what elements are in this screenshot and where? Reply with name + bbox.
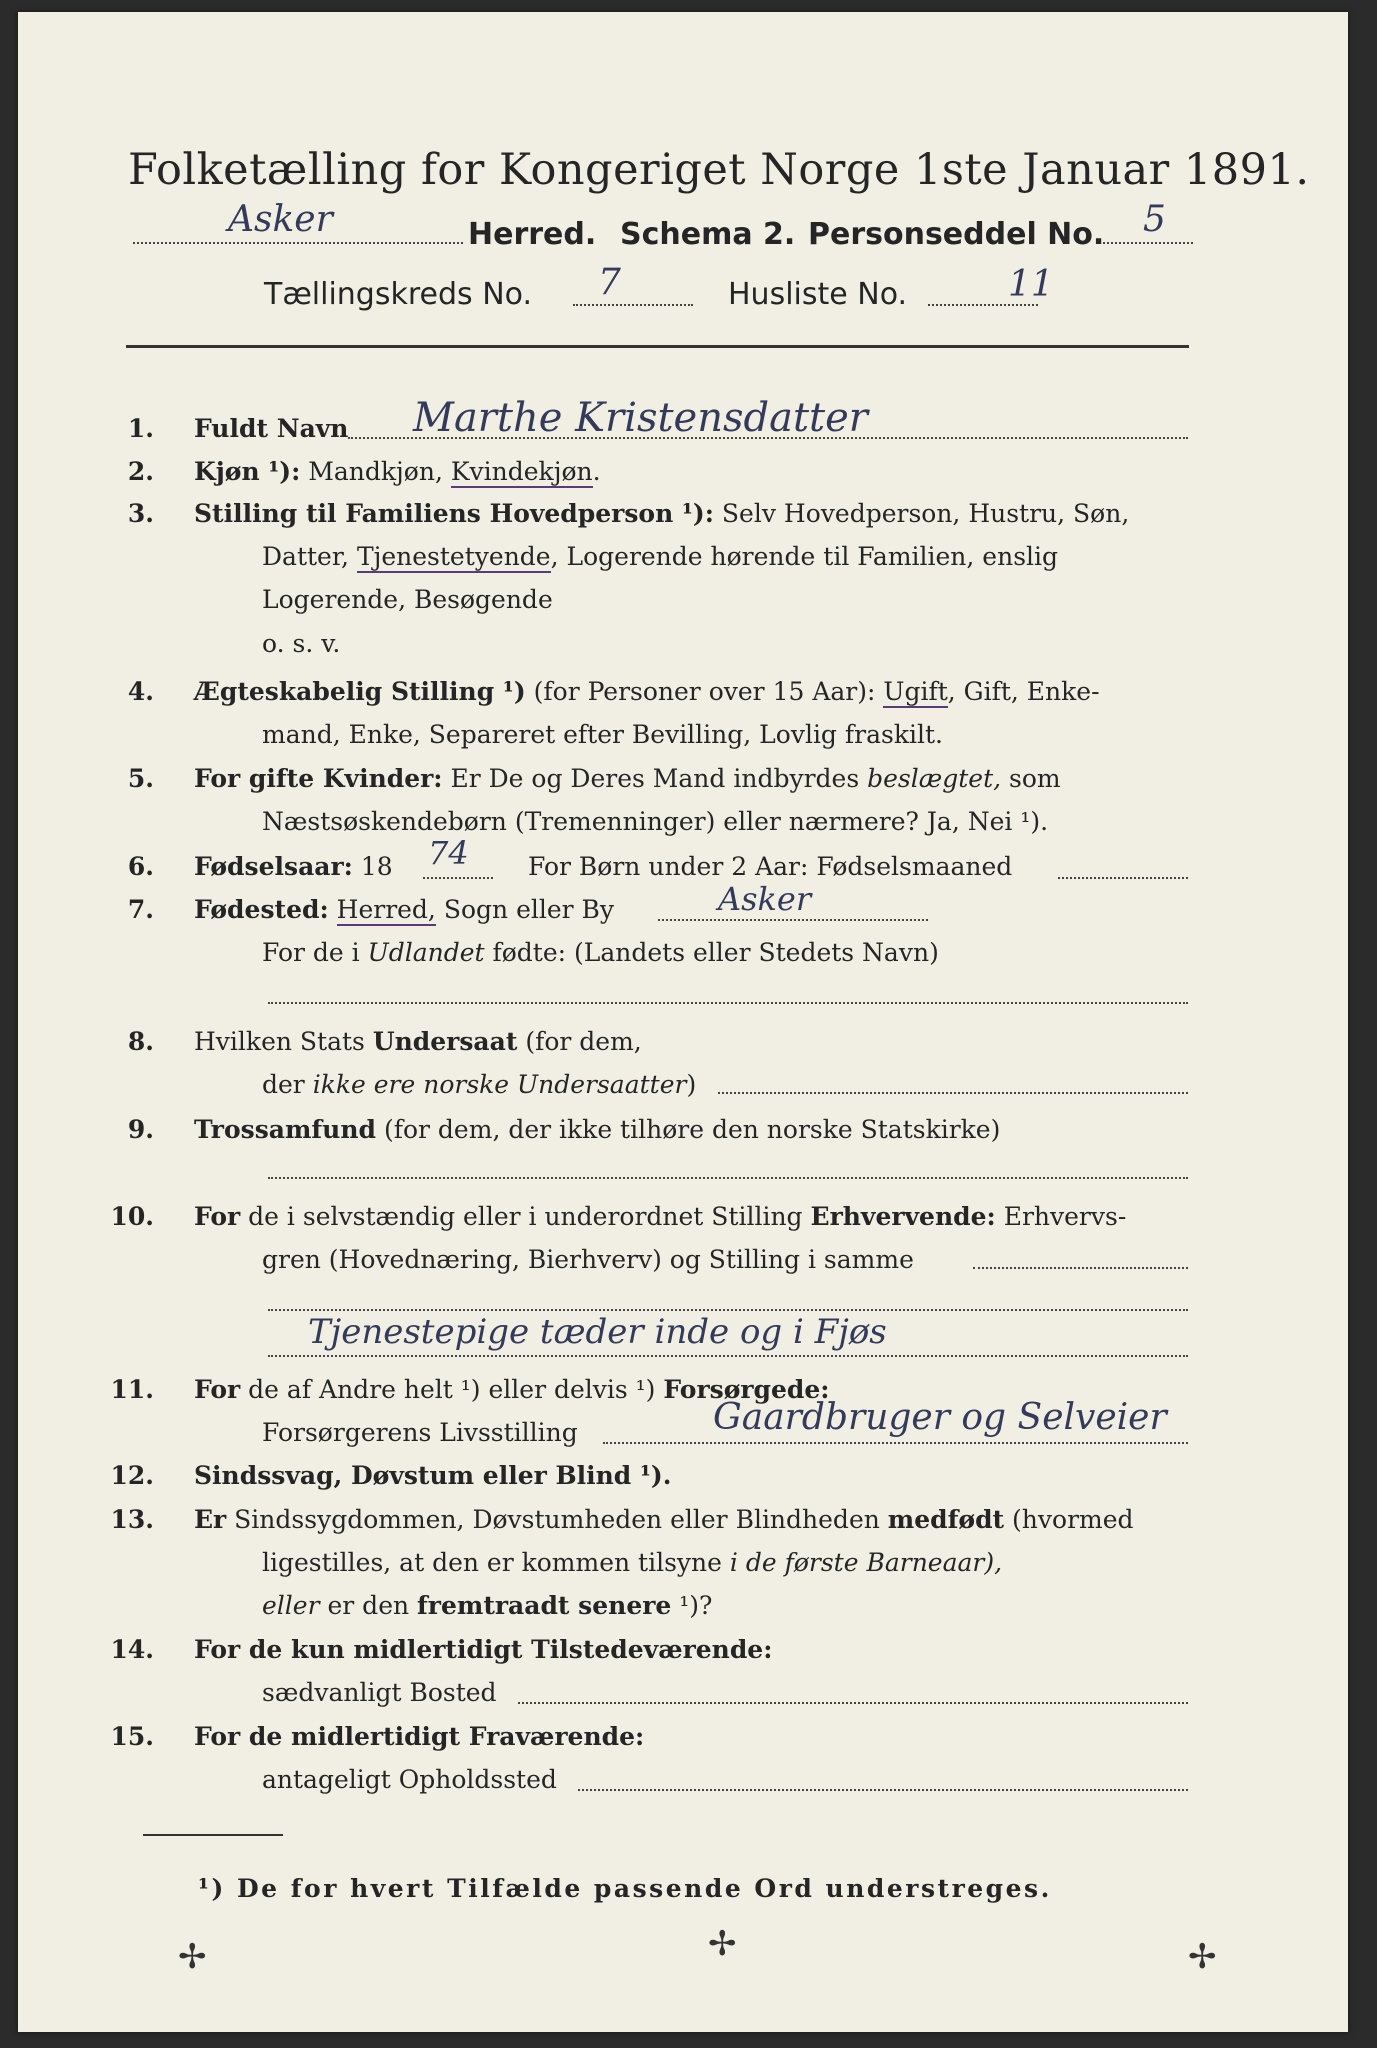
- item-13-line2: [262, 1548, 1002, 1577]
- item-10-dotline1: [973, 1267, 1188, 1269]
- item-13-text: Sindssygdommen, Døvstumheden eller Blindheden: [226, 1505, 888, 1534]
- item-8-end: (for dem,: [517, 1027, 642, 1056]
- item-3-line2: [262, 542, 1058, 571]
- item-8-label: Undersaat: [372, 1027, 518, 1056]
- item-7-text: Sogn eller By: [435, 895, 615, 924]
- item-7-foreign-dotline: [268, 1002, 1188, 1004]
- item-2-end: .: [592, 457, 601, 486]
- item-11-dotline: [603, 1442, 1188, 1444]
- item-5-italic: beslægtet,: [867, 764, 1002, 793]
- footnote-rule: [143, 1834, 283, 1836]
- item-13-line3: [262, 1591, 712, 1620]
- item-15-dotline: [578, 1789, 1188, 1791]
- item-3-line2-a: Datter,: [262, 542, 357, 571]
- item-11-line2: Forsørgerens Livsstilling: [262, 1418, 578, 1447]
- item-2-line: [194, 457, 601, 486]
- item-7-line2-italic: Udlandet: [367, 938, 485, 967]
- item-10-dotline3: [268, 1355, 1188, 1357]
- item-7-line2: [262, 938, 939, 967]
- item-9-dotline: [268, 1177, 1188, 1179]
- item-10-line2: gren (Hovednæring, Bierhverv) og Stilling i samme: [262, 1245, 914, 1274]
- item-10-number: 10.: [110, 1202, 154, 1231]
- item-5-number: 5.: [127, 764, 154, 793]
- personseddel-dotline: [1103, 242, 1193, 244]
- item-14-number: 14.: [110, 1635, 154, 1664]
- item-3-underlined: Tjenestetyende: [356, 542, 551, 571]
- form-title: Folketælling for Kongeriget Norge 1ste Januar 1891.: [128, 145, 1310, 195]
- item-5-text: Er De og Deres Mand indbyrdes: [442, 764, 868, 793]
- herred-dotline: [133, 242, 463, 244]
- item-1-number: 1.: [127, 414, 154, 443]
- item-7-line2-a: For de i: [262, 938, 368, 967]
- item-6-label: Fødselsaar:: [194, 852, 353, 881]
- item-11-label2: Forsørgede:: [663, 1375, 830, 1404]
- item-9-text: (for dem, der ikke tilhøre den norske Statskirke): [376, 1115, 1001, 1144]
- registration-mark-center-icon: ✢: [708, 1924, 737, 1964]
- item-10-dotline2: [268, 1309, 1188, 1311]
- item-8-line2-b: ): [686, 1070, 697, 1099]
- kreds-value: 7: [598, 262, 621, 303]
- item-8-line2: [262, 1070, 696, 1099]
- item-1-label: Fuldt Navn: [194, 414, 349, 443]
- item-13-line3-italic: eller: [262, 1591, 320, 1620]
- item-2-label: Kjøn ¹):: [194, 457, 301, 486]
- item-7-line1: [194, 895, 614, 924]
- item-13-line1: [194, 1505, 1134, 1534]
- schema-label: Schema 2.: [620, 217, 796, 252]
- item-7-value: Asker: [718, 880, 812, 918]
- item-9-label: Trossamfund: [194, 1115, 377, 1144]
- husliste-label: Husliste No.: [728, 277, 908, 312]
- item-13-label2: medfødt: [887, 1505, 1005, 1534]
- census-form-sheet: [18, 12, 1348, 2032]
- item-15-number: 15.: [110, 1722, 154, 1751]
- item-8-line2-italic: ikke ere norske Undersaatter: [312, 1070, 687, 1099]
- item-8-line2-a: der: [262, 1070, 313, 1099]
- item-6-year-dotline: [423, 877, 493, 879]
- item-4-line2: mand, Enke, Separeret efter Bevilling, Lovlig fraskilt.: [262, 720, 943, 749]
- item-6-label2-wrap: [528, 852, 1012, 881]
- item-11-label: For: [194, 1375, 241, 1404]
- item-4-end: , Gift, Enke-: [947, 677, 1100, 706]
- item-15-label: For de midlertidigt Fraværende:: [194, 1722, 645, 1751]
- item-2-underlined: Kvindekjøn: [450, 457, 593, 486]
- item-8-number: 8.: [127, 1027, 154, 1056]
- item-15-line2: antageligt Opholdssted: [262, 1765, 557, 1794]
- item-10-label: For: [194, 1202, 241, 1231]
- item-6-year-value: 74: [428, 834, 469, 872]
- header-rule: [126, 345, 1189, 348]
- item-4-label: Ægteskabelig Stilling ¹): [194, 677, 526, 706]
- item-4-line1: [194, 677, 1100, 706]
- herred-value: Asker: [228, 199, 333, 240]
- item-11-number: 11.: [110, 1375, 154, 1404]
- registration-mark-right-icon: ✢: [1188, 1937, 1217, 1977]
- item-9-number: 9.: [127, 1115, 154, 1144]
- item-5-end: som: [1001, 764, 1061, 793]
- item-12-number: 12.: [110, 1461, 154, 1490]
- item-7-number: 7.: [127, 895, 154, 924]
- item-13-line3-bold: fremtraadt senere: [417, 1591, 672, 1620]
- item-5-label: For gifte Kvinder:: [194, 764, 443, 793]
- item-7-underlined: Herred,: [336, 895, 436, 924]
- item-3-line3: Logerende, Besøgende: [262, 585, 553, 614]
- item-14-line2: sædvanligt Bosted: [262, 1678, 497, 1707]
- item-11-value: Gaardbruger og Selveier: [713, 1397, 1167, 1438]
- item-2-number: 2.: [127, 457, 154, 486]
- item-3-text: Selv Hovedperson, Hustru, Søn,: [713, 499, 1130, 528]
- item-6-month-dotline: [1058, 877, 1188, 879]
- personseddel-label: Personseddel No.: [808, 217, 1105, 252]
- item-13-line3-a: er den: [319, 1591, 418, 1620]
- husliste-value: 11: [1008, 264, 1054, 305]
- footnote: ¹) De for hvert Tilfælde passende Ord understreges.: [198, 1874, 1052, 1903]
- item-4-number: 4.: [127, 677, 154, 706]
- item-3-line2-b: , Logerende hørende til Familien, enslig: [550, 542, 1059, 571]
- registration-mark-left-icon: ✢: [178, 1937, 207, 1977]
- item-6-number: 6.: [127, 852, 154, 881]
- item-10-value: Tjenestepige tæder inde og i Fjøs: [308, 1312, 887, 1352]
- item-10-text: de i selvstændig eller i underordnet Stilling: [240, 1202, 811, 1231]
- item-8-text: Hvilken Stats: [194, 1027, 373, 1056]
- item-7-label: Fødested:: [194, 895, 329, 924]
- item-4-underlined: Ugift: [883, 677, 948, 706]
- item-9-line: [194, 1115, 1000, 1144]
- item-13-label: Er: [194, 1505, 227, 1534]
- item-13-number: 13.: [110, 1505, 154, 1534]
- item-13-line2-a: ligestilles, at den er kommen tilsyne: [262, 1548, 730, 1577]
- item-2-text: Mandkjøn,: [300, 457, 451, 486]
- personseddel-value: 5: [1143, 199, 1166, 240]
- item-3-number: 3.: [127, 499, 154, 528]
- item-3-line1: [194, 499, 1129, 528]
- item-3-line4: o. s. v.: [262, 629, 341, 658]
- item-13-line3-c: ¹)?: [671, 1591, 713, 1620]
- item-6-label2: For Børn under 2 Aar: Fødselsmaaned: [528, 852, 1013, 881]
- item-10-line1: [194, 1202, 1126, 1231]
- item-13-line2-italic: i de første Barneaar),: [729, 1548, 1003, 1577]
- herred-label: Herred.: [468, 217, 597, 252]
- form-content: [18, 12, 1348, 2032]
- item-14-label: For de kun midlertidigt Tilstedeværende:: [194, 1635, 773, 1664]
- item-7-line2-b: fødte: (Landets eller Stedets Navn): [484, 938, 939, 967]
- item-11-text: de af Andre helt ¹) eller delvis ¹): [240, 1375, 664, 1404]
- item-13-end: (hvormed: [1004, 1505, 1134, 1534]
- kreds-dotline: [573, 304, 693, 306]
- item-10-end: Erhvervs-: [995, 1202, 1127, 1231]
- item-12-label: Sindssvag, Døvstum eller Blind ¹).: [194, 1461, 672, 1490]
- item-10-label2: Erhvervende:: [810, 1202, 996, 1231]
- kreds-label: Tællingskreds No.: [264, 277, 532, 312]
- item-4-text: (for Personer over 15 Aar):: [525, 677, 884, 706]
- item-5-line1: [194, 764, 1061, 793]
- item-1-value: Marthe Kristensdatter: [413, 395, 868, 441]
- item-6-year-prefix: 18: [352, 852, 393, 881]
- item-3-label: Stilling til Familiens Hovedperson ¹):: [194, 499, 714, 528]
- item-8-dotline: [718, 1092, 1188, 1094]
- item-5-line2: Næstsøskendebørn (Tremenninger) eller nærmere? Ja, Nei ¹).: [262, 807, 1049, 836]
- item-8-line1: [194, 1027, 642, 1056]
- item-14-dotline: [518, 1702, 1188, 1704]
- item-6-line: [194, 852, 393, 881]
- item-7-dotline: [658, 919, 928, 921]
